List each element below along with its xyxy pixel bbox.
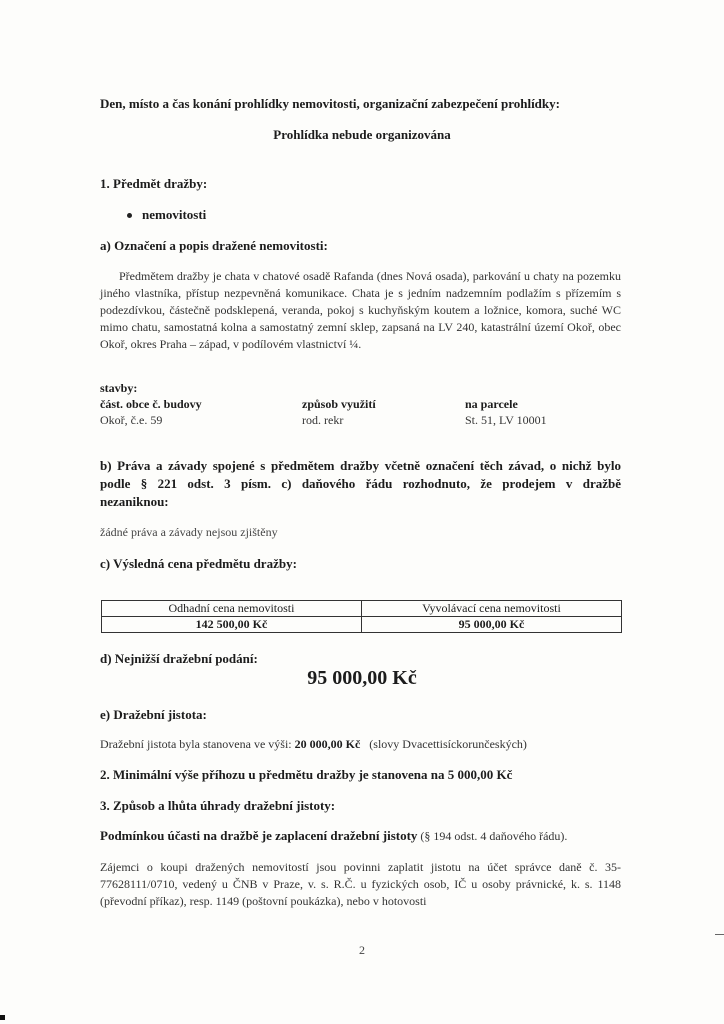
- scan-edge-mark: [715, 934, 724, 935]
- table-row: [102, 601, 622, 617]
- section-e-text-post: (slovy Dvacettisíckorunčeských): [369, 737, 527, 751]
- buildings-col2-head: způsob využití: [302, 397, 376, 411]
- section-2-amount: 5 000,00 Kč: [447, 767, 513, 782]
- buildings-col2-value: rod. rekr: [302, 413, 344, 427]
- section-e-title: e) Dražební jistota:: [100, 707, 207, 722]
- section-b-title-line3: nezaniknou:: [100, 494, 169, 509]
- section-b-title-line2: podle § 221 odst. 3 písm. c) daňového řádu rozhodnuto, že prodejem v dražbě: [100, 476, 621, 491]
- section-3-condition-bold: Podmínkou účasti na dražbě je zaplacení dražební jistoty: [100, 828, 418, 843]
- section-e-text-pre: Dražební jistota byla stanovena ve výši:: [100, 737, 295, 751]
- table-row: [102, 617, 622, 633]
- section-b-text: žádné práva a závady nejsou zjištěny: [100, 525, 278, 539]
- section-2-text: 2. Minimální výše příhozu u předmětu dražby je stanovena na: [100, 767, 448, 782]
- buildings-col3-head: na parcele: [465, 397, 518, 411]
- section-a-title: a) Označení a popis dražené nemovitosti:: [100, 238, 328, 253]
- inspection-note: Prohlídka nebude organizována: [273, 127, 451, 142]
- page-number: 2: [359, 943, 365, 957]
- bullet-item: nemovitosti: [142, 207, 207, 222]
- section-3-condition: [100, 828, 567, 844]
- bullet-icon: [127, 213, 132, 218]
- section-2: [100, 767, 512, 783]
- price-table: [101, 600, 622, 633]
- scan-edge-mark: [0, 1015, 5, 1020]
- section-3-text: Zájemci o koupi dražených nemovitostí jsou povinni zaplatit jistotu na účet správce daně č. 35-77628111/0710, vedený u ČNB v Praze, v. s. R.Č. u fyzických osob, IČ u osoby právnické, k. s. 1148 (převodní příkaz), resp. 1149 (poštovní poukázka), nebo v hotovosti: [100, 860, 621, 908]
- section-1-title: 1. Předmět dražby:: [100, 176, 208, 191]
- buildings-col1-value: Okoř, č.e. 59: [100, 413, 163, 427]
- section-d-value: 95 000,00 Kč: [307, 667, 417, 689]
- price-table-head-starting: Vyvolávací cena nemovitosti: [362, 601, 622, 617]
- section-e-text: [100, 737, 527, 752]
- section-3-condition-rest: (§ 194 odst. 4 daňového řádu).: [417, 829, 568, 843]
- price-table-head-estimated: Odhadní cena nemovitosti: [102, 601, 362, 617]
- section-3-title: 3. Způsob a lhůta úhrady dražební jistoty:: [100, 798, 336, 813]
- section-c-title: c) Výsledná cena předmětu dražby:: [100, 556, 297, 571]
- buildings-label: stavby:: [100, 381, 138, 395]
- section-d-title: d) Nejnižší dražební podání:: [100, 651, 258, 666]
- section-b-title-line1: b) Práva a závady spojené s předmětem dražby včetně označení těch závad, o nichž bylo: [100, 458, 621, 473]
- price-table-value-estimated: 142 500,00 Kč: [102, 617, 362, 633]
- buildings-col3-value: St. 51, LV 10001: [465, 413, 547, 427]
- section-e-amount: 20 000,00 Kč: [294, 737, 361, 751]
- buildings-col1-head: část. obce č. budovy: [100, 397, 202, 411]
- section-a-text: Předmětem dražby je chata v chatové osadě Rafanda (dnes Nová osada), parkování u chaty na pozemku jiného vlastníka, přístup nezpevněná komunikace. Chata je s jedním nadzemním podlažím s přízemím s podezdívkou, částečně podsklepená, veranda, pokoj s kuchyňským koutem a ložnice, komora, suché WC mimo chatu, samostatná kolna a samostatný zemní sklep, zapsaná na LV 240, katastrální území Okoř, obec Okoř, okres Praha – západ, v podílovém vlastnictví ¼.: [100, 269, 621, 351]
- price-table-value-starting: 95 000,00 Kč: [362, 617, 622, 633]
- inspection-heading: Den, místo a čas konání prohlídky nemovitosti, organizační zabezpečení prohlídky:: [100, 96, 560, 111]
